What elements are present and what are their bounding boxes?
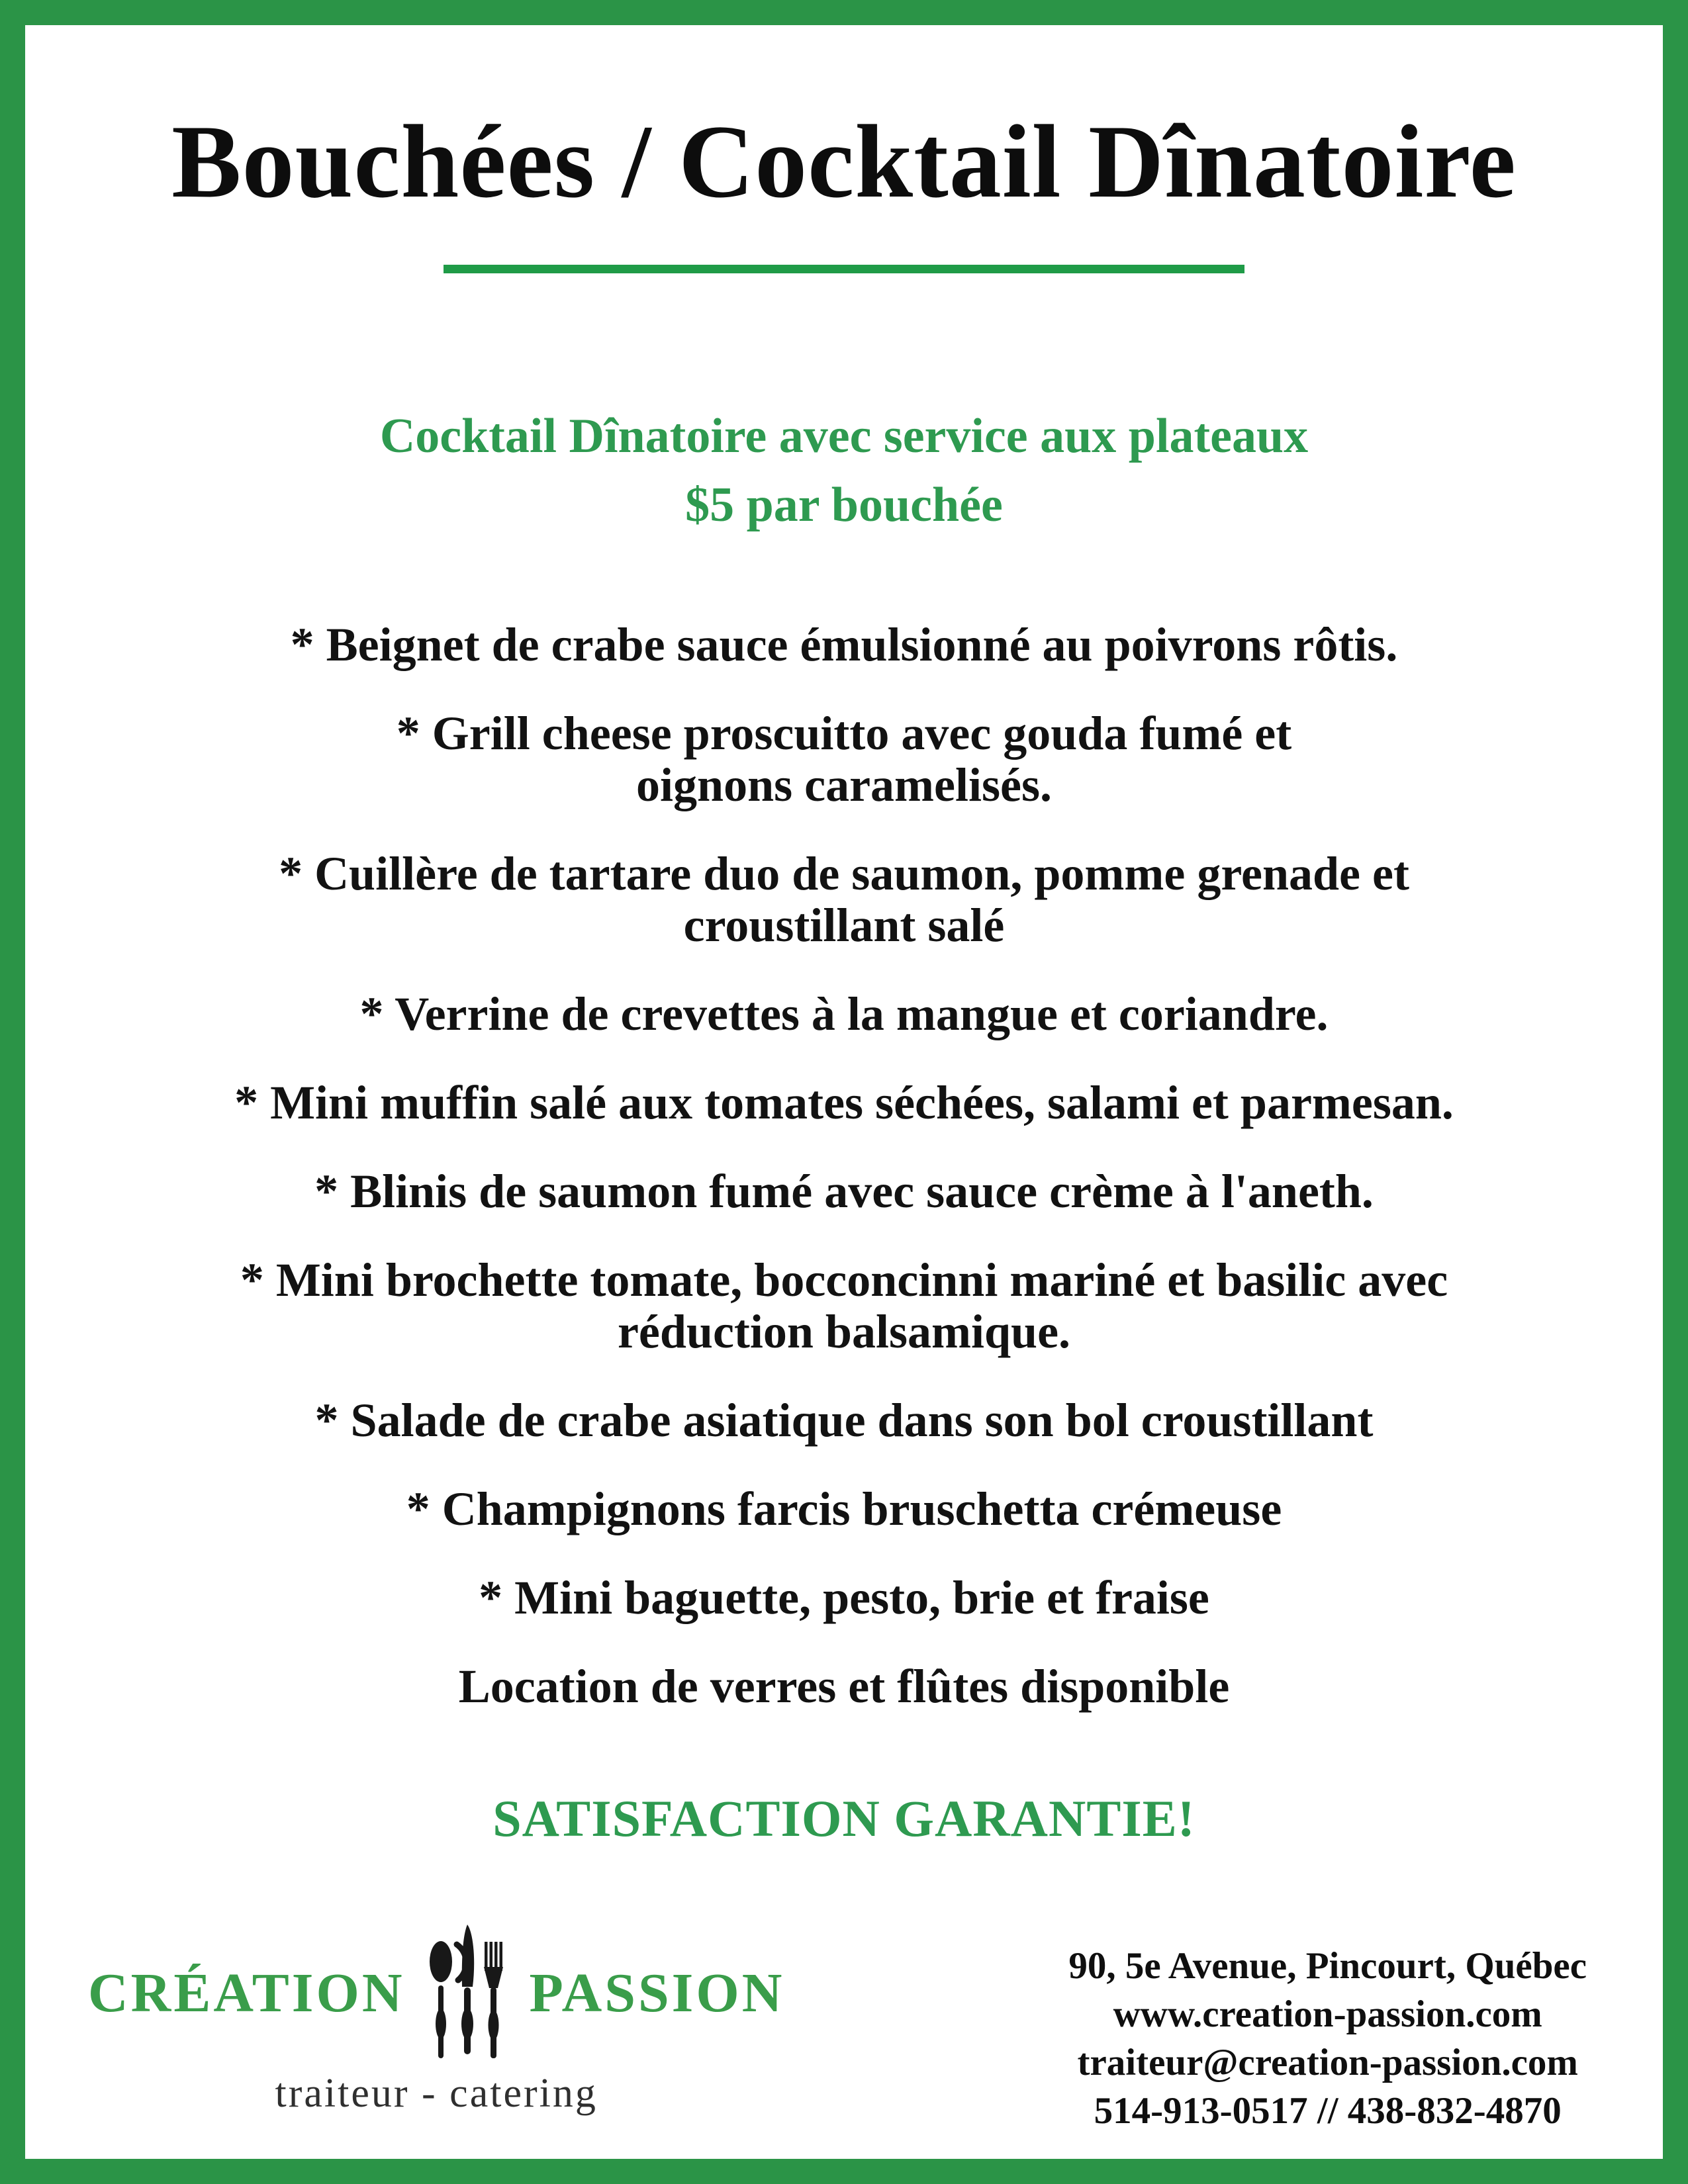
menu-item <box>25 1483 1663 1535</box>
menu-item-line: * Verrine de crevettes à la mangue et coriandre. <box>359 987 1329 1040</box>
contact-block <box>1068 1942 1587 2135</box>
logo-tagline: traiteur - catering <box>275 2071 598 2116</box>
menu-item-line: * Salade de crabe asiatique dans son bol croustillant <box>314 1394 1374 1447</box>
contact-website: www.creation-passion.com <box>1113 1993 1542 2035</box>
menu-item-line: réduction balsamique. <box>617 1305 1071 1358</box>
contact-address: 90, 5e Avenue, Pincourt, Québec <box>1068 1945 1587 1987</box>
logo <box>88 1923 784 2117</box>
menu-item-line: oignons caramelisés. <box>636 758 1052 811</box>
menu-item-line: * Champignons farcis bruschetta crémeuse <box>406 1482 1282 1535</box>
logo-word-passion: PASSION <box>529 1962 785 2024</box>
logo-word-creation: CRÉATION <box>88 1962 405 2024</box>
menu-item <box>25 707 1663 811</box>
menu-item <box>25 988 1663 1040</box>
menu-item-line: * Cuillère de tartare duo de saumon, pomme grenade et <box>279 847 1409 900</box>
menu-item <box>25 1572 1663 1623</box>
menu-item-line: * Beignet de crabe sauce émulsionné au poivrons rôtis. <box>290 618 1398 671</box>
menu-item <box>25 1077 1663 1128</box>
menu-item <box>25 619 1663 670</box>
menu-item <box>25 1394 1663 1446</box>
intro-line-service: Cocktail Dînatoire avec service aux plateaux <box>379 409 1309 463</box>
menu-item <box>25 1254 1663 1357</box>
menu-items-list <box>25 619 1663 1623</box>
logo-row <box>88 1923 784 2064</box>
footer <box>25 1923 1663 2135</box>
menu-item <box>25 1165 1663 1217</box>
menu-item-line: croustillant salé <box>683 899 1005 952</box>
menu-item-line: * Mini baguette, pesto, brie et fraise <box>479 1571 1209 1624</box>
menu-item-line: * Grill cheese proscuitto avec gouda fumé et <box>396 707 1292 760</box>
page-title: Bouchées / Cocktail Dînatoire <box>171 104 1517 220</box>
menu-item-line: * Blinis de saumon fumé avec sauce crème à l'aneth. <box>314 1165 1374 1218</box>
cutlery-icon <box>424 1923 511 2064</box>
menu-item <box>25 848 1663 951</box>
contact-phones: 514-913-0517 // 438-832-4870 <box>1094 2090 1562 2132</box>
intro-section <box>25 410 1663 531</box>
contact-email: traiteur@creation-passion.com <box>1077 2042 1578 2083</box>
intro-line-price: $5 par bouchée <box>685 478 1003 532</box>
title-underline <box>444 265 1244 273</box>
guarantee-text: SATISFACTION GARANTIE! <box>492 1790 1196 1847</box>
menu-item-line: * Mini muffin salé aux tomates séchées, salami et parmesan. <box>234 1076 1454 1129</box>
menu-item-line: * Mini brochette tomate, bocconcinni mariné et basilic avec <box>240 1253 1448 1306</box>
rental-note: Location de verres et flûtes disponible <box>458 1660 1230 1713</box>
